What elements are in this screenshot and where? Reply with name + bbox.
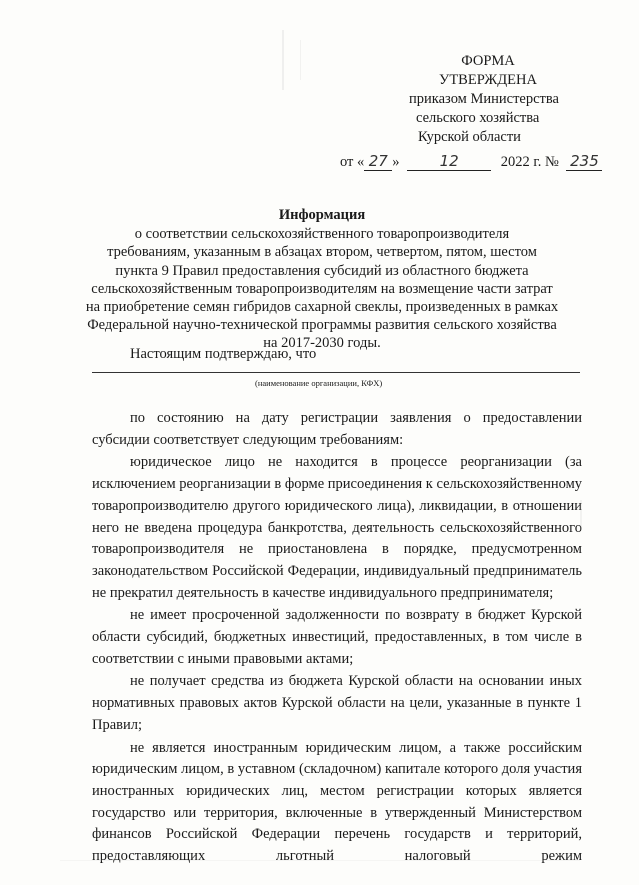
order-date-line xyxy=(340,152,602,171)
title-line: на приобретение семян гибридов сахарной свеклы, произведенных в рамках xyxy=(85,299,559,316)
approval-region-line: Курской области xyxy=(418,129,521,145)
confirm-statement: Настоящим подтверждаю, что xyxy=(130,346,317,362)
scan-artifact xyxy=(580,500,582,530)
approval-order-line: приказом Министерства xyxy=(409,91,559,107)
title-line: требованиям, указанным в абзацах втором, четвертом, пятом, шестом xyxy=(107,244,537,261)
title-line: Федеральной научно-технической программы развития сельского хозяйства xyxy=(87,317,557,334)
body-paragraph: не является иностранным юридическим лицом, а также российским юридическим лицом, в уставном (складочном) капитале которого доля участия иностранных юридических лиц, местом регистрации которых является государство или территория, включенные в утвержденный Министерством финансов Российской Федерации перечень государств и территорий, предоставляющих льготный налоговый режим xyxy=(92,739,582,865)
body-paragraph: не имеет просроченной задолженности по возврату в бюджет Курской области субсидий, бюджетных инвестиций, предоставленных, в том числе в соответствии с иными правовыми актами; xyxy=(92,607,582,667)
title-heading: Информация xyxy=(278,207,366,223)
title-line: пункта 9 Правил предоставления субсидий из областного бюджета xyxy=(115,262,529,279)
organization-caption: (наименование организации, КФХ) xyxy=(255,378,383,388)
body-paragraph: юридическое лицо не находится в процессе реорганизации (за исключением реорганизации в форме присоединения к сельскохозяйственному товаропроизводителю другого юридического лица), ликвидации, в отношении него не введена процедура банкротства, деятельность сельскохозяйственного товаропроизводителя не приостановлена в порядке, предусмотренном законодательством Российской Федерации, индивидуальный предприниматель не прекратил деятельность в качестве индивидуального предпринимателя; xyxy=(92,454,582,601)
date-mid: » xyxy=(392,154,400,170)
date-day-handwritten: 27 xyxy=(364,152,392,171)
approval-form-label: ФОРМА xyxy=(461,53,515,69)
title-line: сельскохозяйственным товаропроизводителям на возмещение части затрат xyxy=(91,280,553,297)
body-paragraph: по состоянию на дату регистрации заявления о предоставлении субсидии соответствует следующим требованиям: xyxy=(92,410,582,448)
scan-artifact xyxy=(300,40,301,80)
title-line: на 2017-2030 годы. xyxy=(263,335,381,352)
date-month-handwritten: 12 xyxy=(407,152,491,171)
date-year-number-label: 2022 г. № xyxy=(500,154,559,170)
organization-name-field xyxy=(92,372,580,373)
scan-artifact xyxy=(282,30,284,90)
approval-ministry-line: сельского хозяйства xyxy=(416,110,540,126)
document-title xyxy=(78,206,566,353)
scan-artifact xyxy=(60,860,580,861)
order-number-handwritten: 235 xyxy=(566,152,602,171)
document-body xyxy=(92,408,582,868)
approval-approved-label: УТВЕРЖДЕНА xyxy=(439,72,537,88)
body-paragraph: не получает средства из бюджета Курской области на основании иных нормативных правовых актов Курской области на цели, указанные в пункте 1 Правил; xyxy=(92,673,582,733)
date-prefix: от « xyxy=(340,154,365,170)
approval-stamp xyxy=(388,52,588,147)
title-line: о соответствии сельскохозяйственного товаропроизводителя xyxy=(134,226,510,243)
